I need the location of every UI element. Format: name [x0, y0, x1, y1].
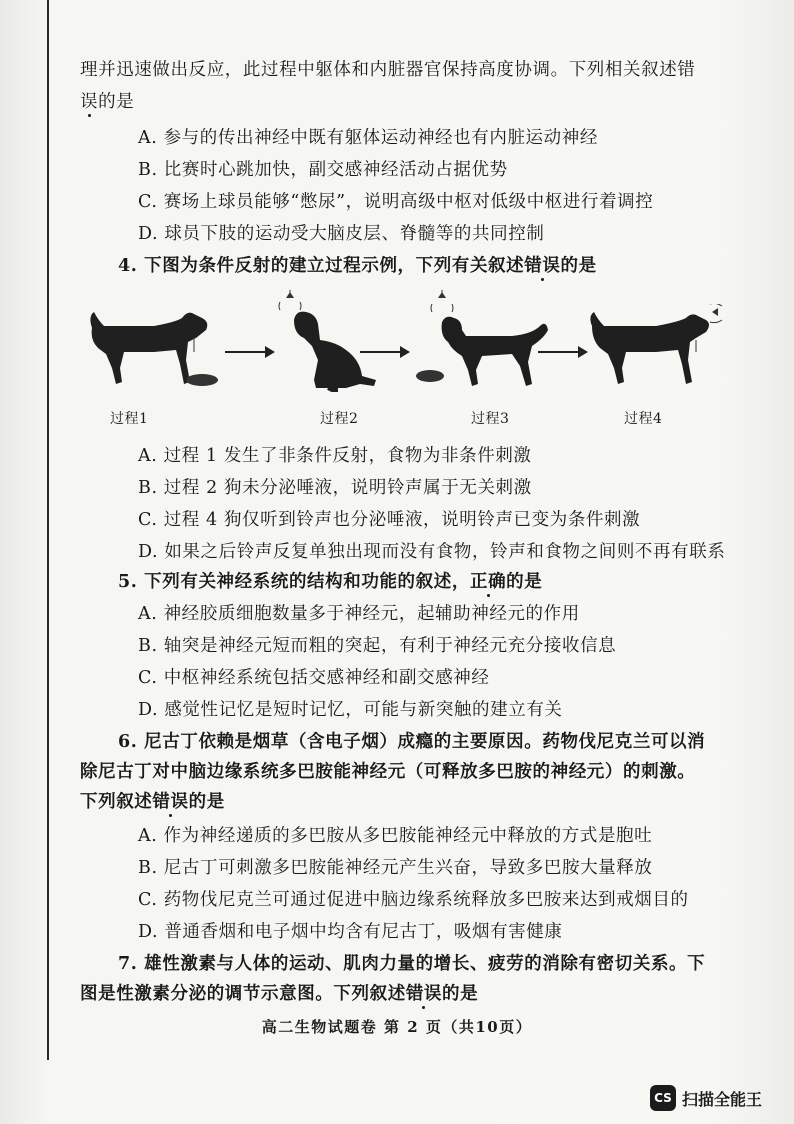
intro-line-2: 误的是: [80, 92, 135, 112]
emphasis-mark: 错误: [152, 792, 189, 812]
q6-option-c: C. 药物伐尼克兰可通过促进中脑边缘系统释放多巴胺来达到戒烟目的: [138, 890, 689, 910]
q4-option-c: C. 过程 4 狗仅听到铃声也分泌唾液，说明铃声已变为条件刺激: [138, 510, 641, 530]
caption-process-3: 过程3: [471, 411, 510, 427]
dog-3-image: [412, 290, 552, 390]
q5-option-b: B. 轴突是神经元短而粗的突起，有利于神经元充分接收信息: [138, 636, 617, 656]
scanner-app-name: 扫描全能王: [682, 1089, 763, 1109]
page-footer: 高二生物试题卷 第 2 页（共10页）: [261, 1018, 533, 1036]
q7-line-2: 图是性激素分泌的调节示意图。下列叙述错误的是: [80, 984, 479, 1004]
caption-process-4: 过程4: [624, 411, 663, 427]
q6-option-d: D. 普通香烟和电子烟中均含有尼古丁，吸烟有害健康: [138, 922, 563, 942]
dog-1-image: [84, 308, 224, 390]
q5-option-c: C. 中枢神经系统包括交感神经和副交感神经: [138, 668, 490, 688]
q6-option-b: B. 尼古丁可刺激多巴胺能神经元产生兴奋，导致多巴胺大量释放: [138, 858, 653, 878]
caption-process-1: 过程1: [110, 411, 149, 427]
q6-line-3: 下列叙述错误的是: [80, 792, 225, 812]
q6-line-2: 除尼古丁对中脑边缘系统多巴胺能神经元（可释放多巴胺的神经元）的刺激。: [80, 762, 696, 782]
emphasis-mark: 错误: [524, 256, 561, 276]
q6-option-a: A. 作为神经递质的多巴胺从多巴胺能神经元中释放的方式是胞吐: [138, 826, 653, 846]
q3-option-d: D. 球员下肢的运动受大脑皮层、脊髓等的共同控制: [138, 224, 545, 244]
emphasis-mark: 错误: [405, 984, 443, 1004]
q4-option-d: D. 如果之后铃声反复单独出现而没有食物，铃声和食物之间则不再有联系: [138, 542, 726, 562]
caption-process-2: 过程2: [320, 411, 359, 427]
arrow-icon: [360, 345, 410, 359]
q5-option-d: D. 感觉性记忆是短时记忆，可能与新突触的建立有关: [138, 700, 563, 720]
emphasis-mark: 正确: [469, 572, 507, 592]
q6-line-1: 6. 尼古丁依赖是烟草（含电子烟）成瘾的主要原因。药物伐尼克兰可以消: [118, 732, 706, 752]
scanner-watermark: [650, 1085, 762, 1111]
q4-option-a: A. 过程 1 发生了非条件反射，食物为非条件刺激: [138, 446, 532, 466]
q3-option-a: A. 参与的传出神经中既有躯体运动神经也有内脏运动神经: [138, 128, 598, 148]
intro-line-1: 理并迅速做出反应，此过程中躯体和内脏器官保持高度协调。下列相关叙述错: [80, 60, 696, 80]
dog-2-image: [276, 290, 386, 394]
q3-option-c: C. 赛场上球员能够“憋尿”，说明高级中枢对低级中枢进行着调控: [138, 192, 654, 212]
q4-option-b: B. 过程 2 狗未分泌唾液，说明铃声属于无关刺激: [138, 478, 532, 498]
q3-option-b: B. 比赛时心跳加快，副交感神经活动占据优势: [138, 160, 508, 180]
q4-stem: 4. 下图为条件反射的建立过程示例，下列有关叙述错误的是: [118, 256, 597, 276]
binding-margin-line: [47, 0, 49, 1060]
camscanner-logo-icon: CS: [650, 1085, 676, 1111]
dog-4-image: [586, 304, 726, 390]
q7-line-1: 7. 雄性激素与人体的运动、肌肉力量的增长、疲劳的消除有密切关系。下: [118, 954, 706, 974]
q5-option-a: A. 神经胶质细胞数量多于神经元，起辅助神经元的作用: [138, 604, 580, 624]
arrow-icon: [538, 345, 588, 359]
q5-stem: 5. 下列有关神经系统的结构和功能的叙述，正确的是: [118, 572, 543, 592]
emphasis-mark: 误: [80, 92, 99, 112]
arrow-icon: [225, 345, 275, 359]
conditioning-figure: [0, 290, 794, 430]
